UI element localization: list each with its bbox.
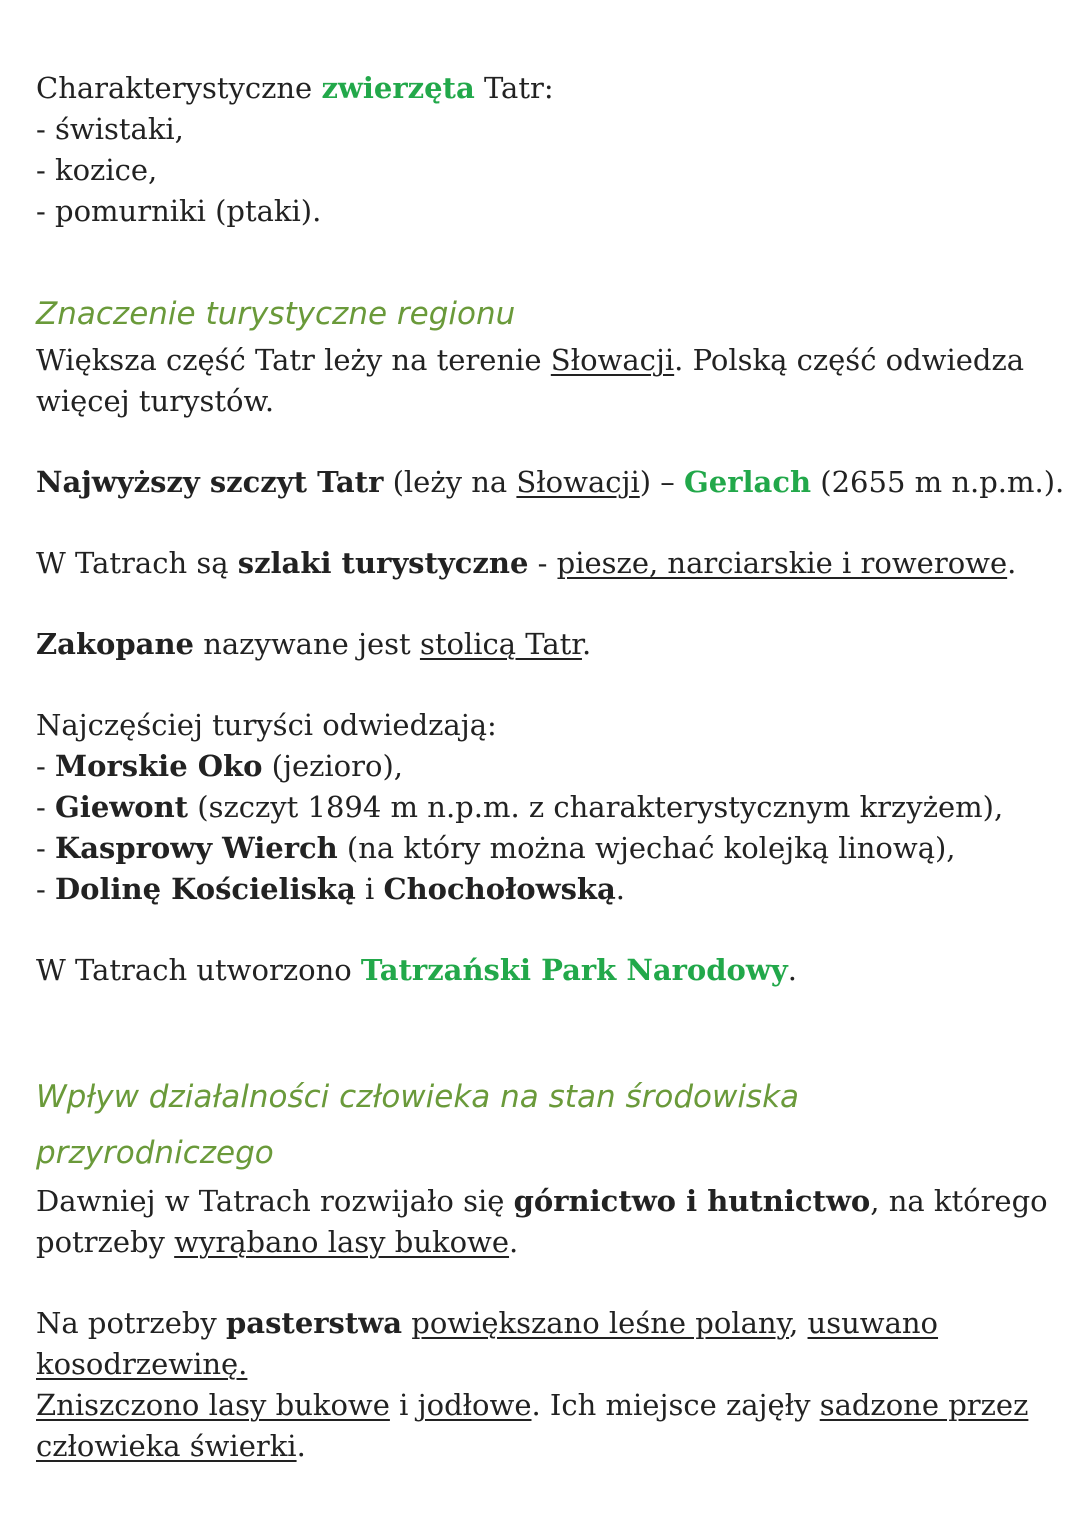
text: , — [789, 1306, 808, 1340]
peak-label: Najwyższy szczyt Tatr — [36, 465, 384, 499]
text: W Tatrach utworzono — [36, 953, 361, 987]
text: W Tatrach są — [36, 546, 238, 580]
mining-label: górnictwo i hutnictwo — [513, 1184, 871, 1218]
text: nazywane jest — [194, 627, 420, 661]
spruce: człowieka świerki — [36, 1429, 297, 1463]
visit-item — [36, 787, 1046, 828]
visits-intro: Najczęściej turyści odwiedzają: — [36, 708, 497, 742]
forest-line — [36, 1385, 1046, 1426]
text: . — [787, 953, 797, 987]
trails-line — [36, 543, 1046, 584]
pasture-line2 — [36, 1344, 1046, 1385]
pastoralism-label: pasterstwa — [226, 1306, 403, 1340]
zakopane-line — [36, 624, 1046, 665]
visit-item — [36, 869, 1046, 910]
tourism-heading: Znaczenie turystyczne regionu — [36, 296, 516, 332]
text: potrzeby — [36, 1225, 175, 1259]
text: i — [389, 1388, 418, 1422]
place-desc: (na który można wjechać kolejką linową), — [337, 831, 956, 865]
slovakia-link: Słowacji — [516, 465, 640, 499]
trails-label: szlaki turystyczne — [237, 546, 529, 580]
animal-item: - pomurniki (ptaki). — [36, 194, 322, 228]
text: (leży na — [383, 465, 517, 499]
animal-item: - kozice, — [36, 153, 158, 187]
beech-forest: Zniszczono lasy bukowe — [36, 1388, 390, 1422]
forest-line2 — [36, 1426, 1046, 1467]
text: - — [528, 546, 557, 580]
text: . Polską część odwiedza — [674, 343, 1025, 377]
text: . Ich miejsce zajęły — [531, 1388, 820, 1422]
text: . — [581, 627, 592, 661]
peak-name: Gerlach — [684, 465, 812, 499]
impact-heading-line2: przyrodniczego — [36, 1135, 274, 1171]
highest-peak — [36, 462, 1065, 503]
animal-item: - świstaki, — [36, 112, 184, 146]
dash: - — [36, 749, 56, 783]
text: . — [509, 1225, 519, 1259]
dwarf-pine: kosodrzewinę. — [36, 1347, 248, 1381]
impact-paragraph-line2 — [36, 1222, 1046, 1263]
place-desc: (szczyt 1894 m n.p.m. z charakterystycznym krzyżem), — [188, 790, 1004, 824]
tourism-paragraph — [36, 340, 1046, 381]
impact-heading: Wpływ działalności człowieka na stan środowiska — [36, 1079, 800, 1115]
document-page — [36, 68, 1065, 1467]
deforestation: wyrąbano lasy bukowe — [174, 1225, 510, 1259]
dash: - — [36, 831, 56, 865]
dash: - — [36, 872, 56, 906]
planted-by: sadzone przez — [819, 1388, 1029, 1422]
dash: - — [36, 790, 56, 824]
peak-height: (2655 m n.p.m.). — [811, 465, 1065, 499]
place-name: Kasprowy Wierch — [55, 831, 338, 865]
animals-intro — [36, 68, 1046, 109]
place-name: Morskie Oko — [55, 749, 263, 783]
text: . — [615, 872, 626, 906]
text: , na którego — [870, 1184, 1048, 1218]
place-name: Chochołowską — [383, 872, 616, 906]
place-desc: (jezioro), — [262, 749, 403, 783]
place-name: Dolinę Kościeliską — [55, 872, 356, 906]
capital-of-tatra: stolicą Tatr — [419, 627, 582, 661]
fir-forest: jodłowe — [417, 1388, 532, 1422]
text — [402, 1306, 411, 1340]
animals-intro-end: Tatr: — [474, 71, 554, 105]
text: Większa część Tatr leży na terenie — [36, 343, 551, 377]
text: i — [355, 872, 384, 906]
zakopane-label: Zakopane — [36, 627, 194, 661]
glade-expansion: powiększano leśne polany — [411, 1306, 790, 1340]
slovakia-link: Słowacji — [550, 343, 675, 377]
text: ) – — [639, 465, 685, 499]
animals-keyword: zwierzęta — [321, 71, 475, 105]
visit-item — [36, 746, 1046, 787]
visit-item — [36, 828, 1046, 869]
pasture-line — [36, 1303, 1046, 1344]
tourism-paragraph-line2: więcej turystów. — [36, 384, 275, 418]
national-park-line — [36, 950, 1046, 991]
text: . — [296, 1429, 306, 1463]
place-name: Giewont — [55, 790, 189, 824]
text: Na potrzeby — [36, 1306, 227, 1340]
national-park-name: Tatrzański Park Narodowy — [360, 953, 788, 987]
text: Dawniej w Tatrach rozwijało się — [36, 1184, 514, 1218]
impact-paragraph — [36, 1181, 1046, 1222]
text: . — [1007, 546, 1017, 580]
animals-intro-text: Charakterystyczne — [36, 71, 322, 105]
removal: usuwano — [807, 1306, 939, 1340]
trail-types: piesze, narciarskie i rowerowe — [556, 546, 1008, 580]
